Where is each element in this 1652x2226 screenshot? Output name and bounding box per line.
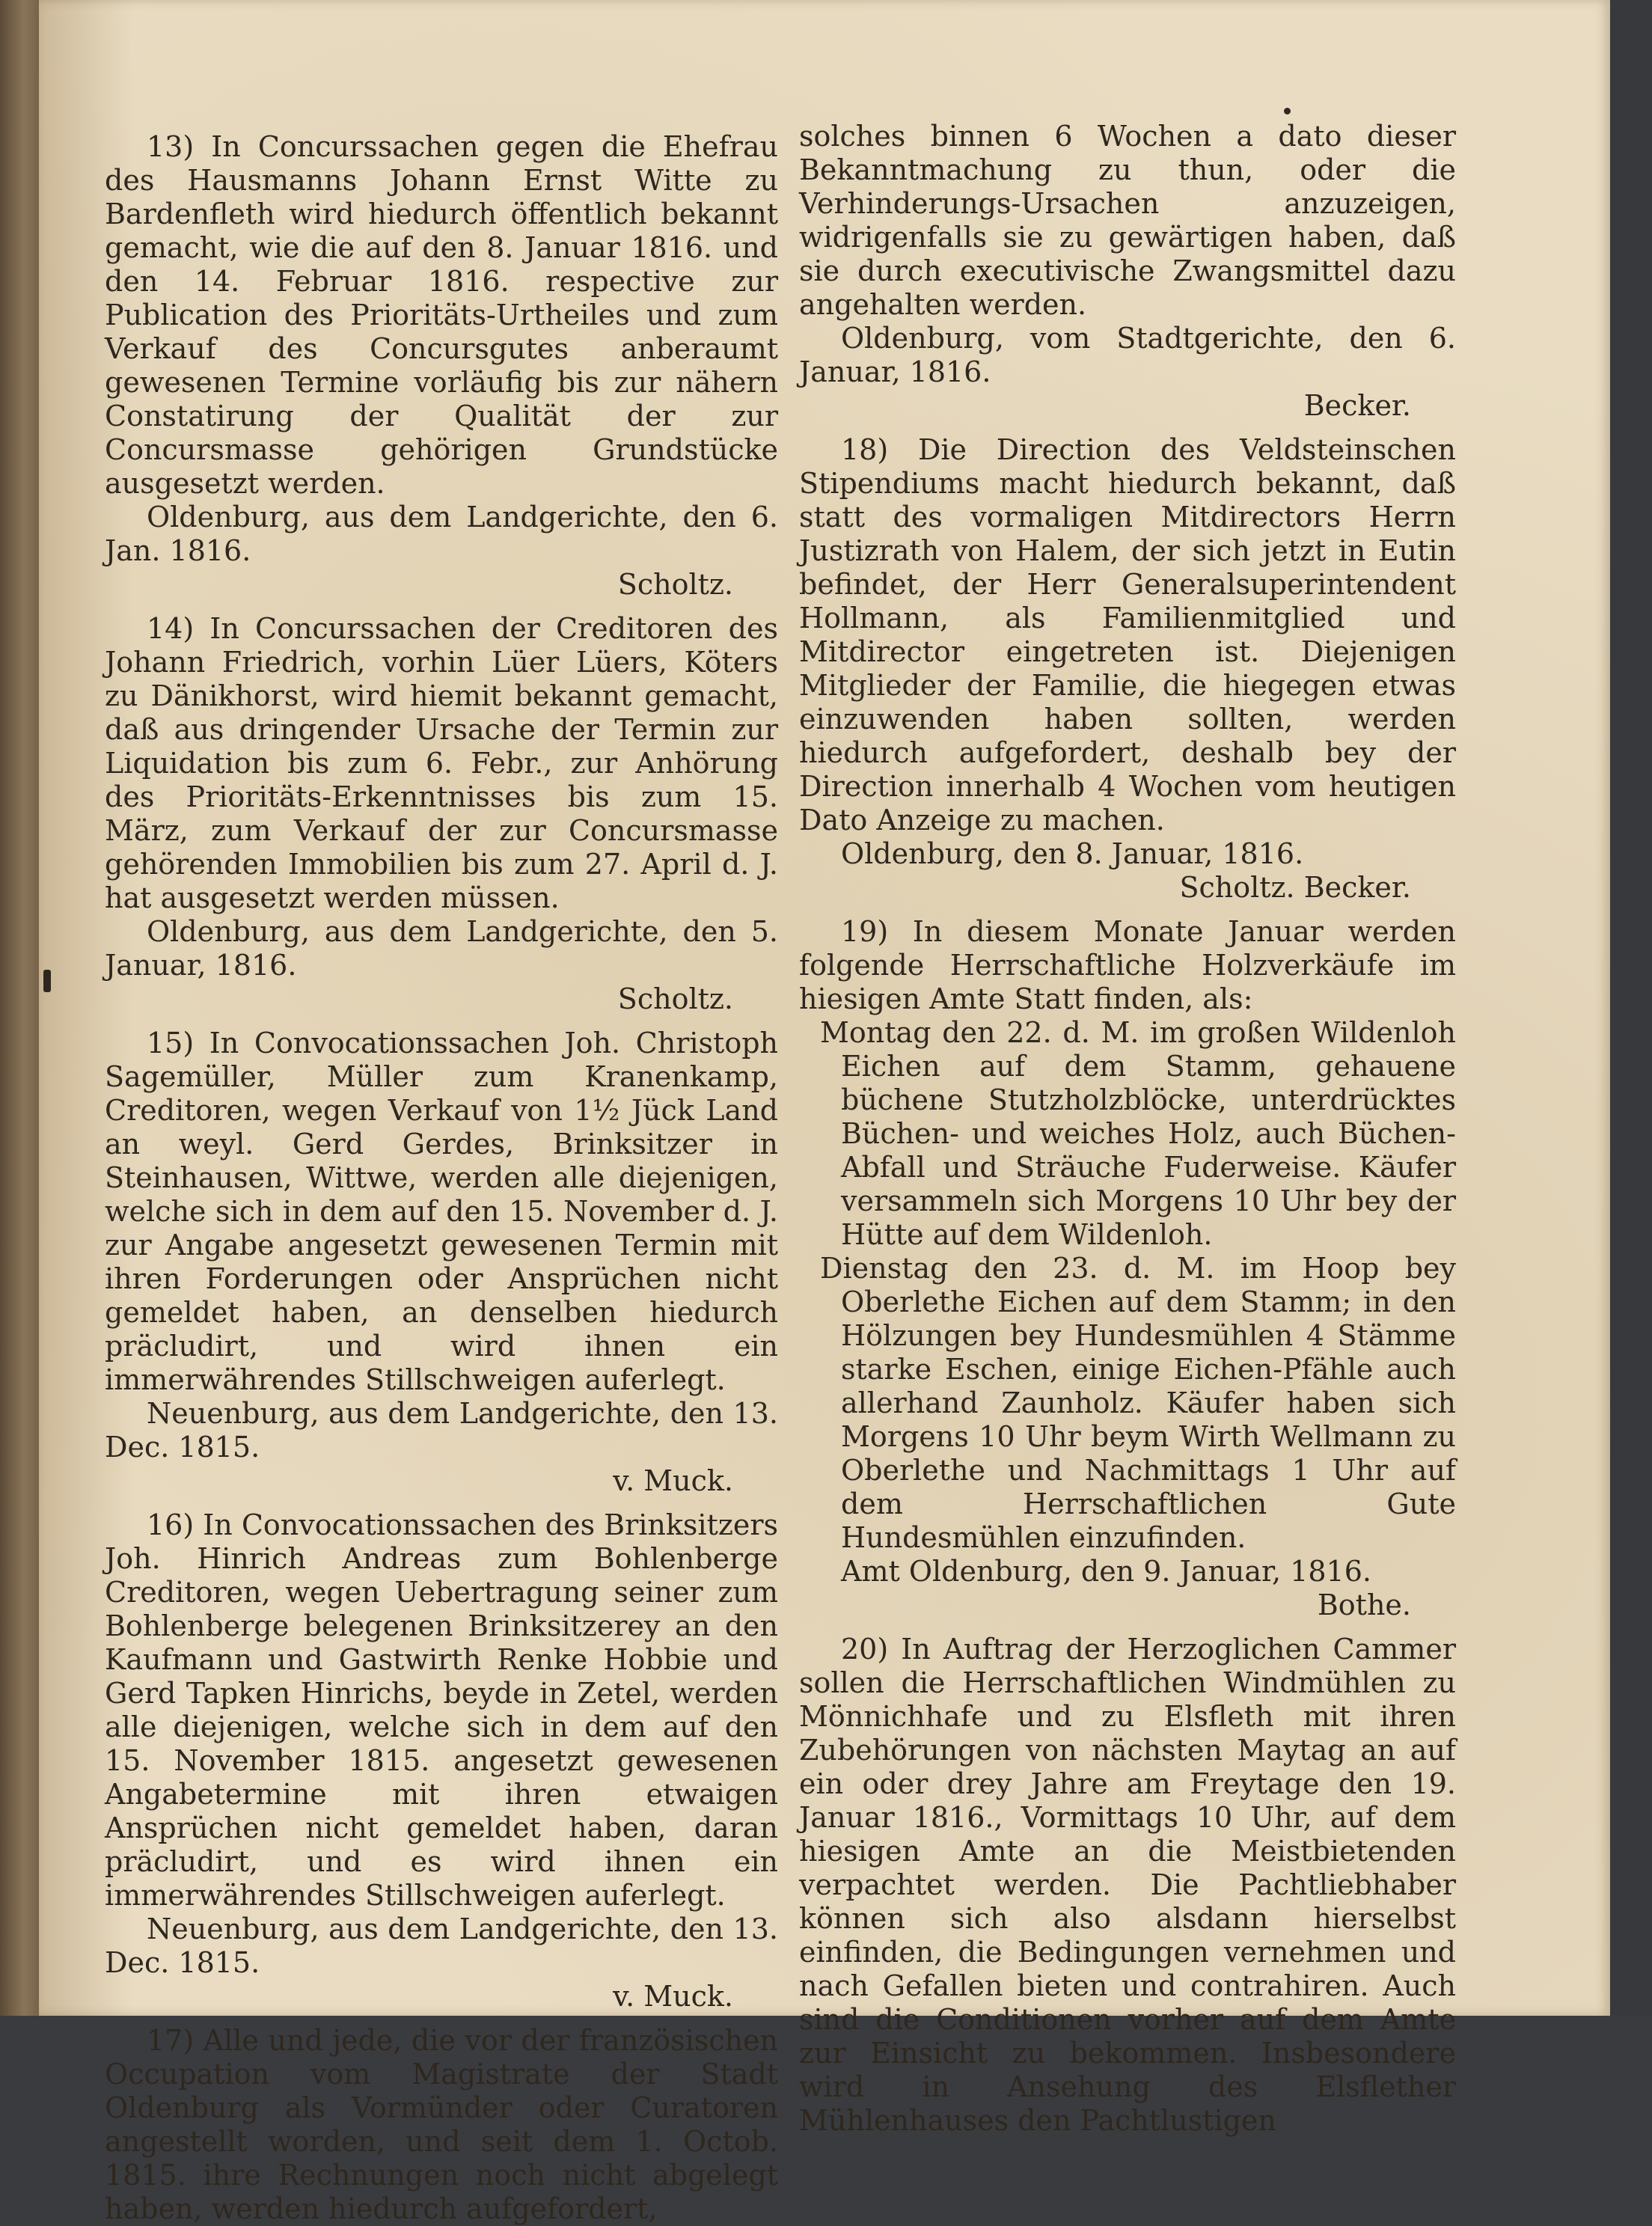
left-column	[105, 120, 778, 2226]
sale-item: Dienstag den 23. d. M. im Hoop bey Oberlethe Eichen auf dem Stamm; in den Hölzungen bey Hundesmühlen 4 Stämme starke Eschen, einige Eichen-Pfähle auch allerhand Zaunholz. Käufer haben sich Morgens 10 Uhr beym Wirth Wellmann zu Oberlethe und Nachmittags 1 Uhr auf dem Herrschaftlichen Gute Hundesmühlen einzufinden.	[820, 1252, 1456, 1554]
binding-mark	[43, 970, 51, 992]
place-date-line: Oldenburg, aus dem Landgerichte, den 5. Januar, 1816.	[105, 915, 778, 982]
place-date-line: Oldenburg, den 8. Januar, 1816.	[841, 837, 1304, 870]
notice-paragraph: 14) In Concurssachen der Creditoren des Johann Friedrich, vorhin Lüer Lüers, Köters zu Dänikhorst, wird hiemit bekannt gemacht, daß aus dringender Ursache der Termin zur Liquidation bis zum 6. Febr., zur Anhörung des Prioritäts-Erkenntnisses bis zum 15. März, zum Verkauf der zur Concursmasse gehörenden Immobilien bis zum 27. April d. J. hat ausgesetzt werden müssen.	[105, 612, 778, 914]
signature-line: Scholtz. Becker.	[1179, 871, 1411, 904]
notice-paragraph: 13) In Concurssachen gegen die Ehefrau des Hausmanns Johann Ernst Witte zu Bardenfleth wird hiedurch öffentlich bekannt gemacht, wie die auf den 8. Januar 1816. und den 14. Februar 1816. respective zur Publication des Prioritäts-Urtheiles und zum Verkauf des Concursgutes anberaumt gewesenen Termine vorläufig bis zur nähern Constatirung der Qualität der zur Concursmasse gehörigen Grundstücke ausgesetzt werden.	[105, 130, 778, 500]
ink-dot	[1284, 108, 1291, 114]
signature-line: Scholtz.	[617, 568, 733, 601]
notice-continuation: solches binnen 6 Wochen a dato dieser Bekanntmachung zu thun, oder die Verhinderungs-Ursachen anzuzeigen, widrigenfalls sie zu gewärtigen haben, daß sie durch executivische Zwangsmittel dazu angehalten werden.	[799, 120, 1456, 321]
notice-paragraph: 20) In Auftrag der Herzoglichen Cammer sollen die Herrschaftlichen Windmühlen zu Mönnichhafe und zu Elsfleth mit ihren Zubehörungen von nächsten Maytag an auf ein oder drey Jahre am Freytage den 19. Januar 1816., Vormittags 10 Uhr, auf dem hiesigen Amte an die Meistbietenden verpachtet werden. Die Pachtliebhaber können sich also alsdann hierselbst einfinden, die Bedingungen vernehmen und nach Gefallen bieten und contrahiren. Auch sind die Conditionen vorher auf dem Amte zur Einsicht zu bekommen. Insbesondere wird in Ansehung des Elsflether Mühlenhauses den Pachtlustigen	[799, 1633, 1456, 2137]
place-date-line: Neuenburg, aus dem Landgerichte, den 13. Dec. 1815.	[105, 1397, 778, 1464]
place-date-line: Amt Oldenburg, den 9. Januar, 1816.	[841, 1555, 1371, 1588]
signature-line: Scholtz.	[617, 982, 733, 1015]
sale-item: Montag den 22. d. M. im großen Wildenloh Eichen auf dem Stamm, gehauene büchene Stutzholzblöcke, unterdrücktes Büchen- und weiches Holz, auch Büchen-Abfall und Sträuche Fuderweise. Käufer versammeln sich Morgens 10 Uhr bey der Hütte auf dem Wildenloh.	[820, 1016, 1456, 1251]
signature-line: Becker.	[1303, 389, 1411, 422]
notice-paragraph: 18) Die Direction des Veldsteinschen Stipendiums macht hiedurch bekannt, daß statt des vormaligen Mitdirectors Herrn Justizrath von Halem, der sich jetzt in Eutin befindet, der Herr Generalsuperintendent Hollmann, als Familienmitglied und Mitdirector eingetreten ist. Diejenigen Mitglieder der Familie, die hiegegen etwas einzuwenden haben sollten, werden hiedurch aufgefordert, deshalb bey der Direction innerhalb 4 Wochen vom heutigen Dato Anzeige zu machen.	[799, 433, 1456, 837]
notice-paragraph: 19) In diesem Monate Januar werden folgende Herrschaftliche Holzverkäufe im hiesigen Amte Statt finden, als:	[799, 915, 1456, 1015]
signature-line: Bothe.	[1317, 1589, 1411, 1621]
signature-line: v. Muck.	[613, 1464, 733, 1497]
place-date-line: Neuenburg, aus dem Landgerichte, den 13. Dec. 1815.	[105, 1912, 778, 1979]
book-spine	[0, 0, 43, 2016]
notice-paragraph: 17) Alle und jede, die vor der französischen Occupation vom Magistrate der Stadt Oldenburg als Vormünder oder Curatoren angestellt worden, und seit dem 1. Octob. 1815. ihre Rechnungen noch nicht abgelegt haben, werden hiedurch aufgefordert,	[105, 2024, 778, 2225]
signature-line: v. Muck.	[613, 1980, 733, 2013]
place-date-line: Oldenburg, aus dem Landgerichte, den 6. Jan. 1816.	[105, 501, 778, 567]
place-date-line: Oldenburg, vom Stadtgerichte, den 6. Januar, 1816.	[799, 322, 1456, 388]
right-column	[799, 120, 1456, 2138]
notice-paragraph: 16) In Convocationssachen des Brinksitzers Joh. Hinrich Andreas zum Bohlenberge Creditoren, wegen Uebertragung seiner zum Bohlenberge belegenen Brinksitzerey an den Kaufmann und Gastwirth Renke Hobbie und Gerd Tapken Hinrichs, beyde in Zetel, werden alle diejenigen, welche sich in dem auf den 15. November 1815. angesetzt gewesenen Angabetermine mit ihren etwaigen Ansprüchen nicht gemeldet haben, daran präcludirt, und es wird ihnen ein immerwährendes Stillschweigen auferlegt.	[105, 1508, 778, 1912]
notice-paragraph: 15) In Convocationssachen Joh. Christoph Sagemüller, Müller zum Kranenkamp, Creditoren, wegen Verkauf von 1½ Jück Land an weyl. Gerd Gerdes, Brinksitzer in Steinhausen, Wittwe, werden alle diejenigen, welche sich in dem auf den 15. November d. J. zur Angabe angesetzt gewesenen Termin mit ihren Forderungen oder Ansprüchen nicht gemeldet haben, an denselben hiedurch präcludirt, und wird ihnen ein immerwährendes Stillschweigen auferlegt.	[105, 1027, 778, 1396]
